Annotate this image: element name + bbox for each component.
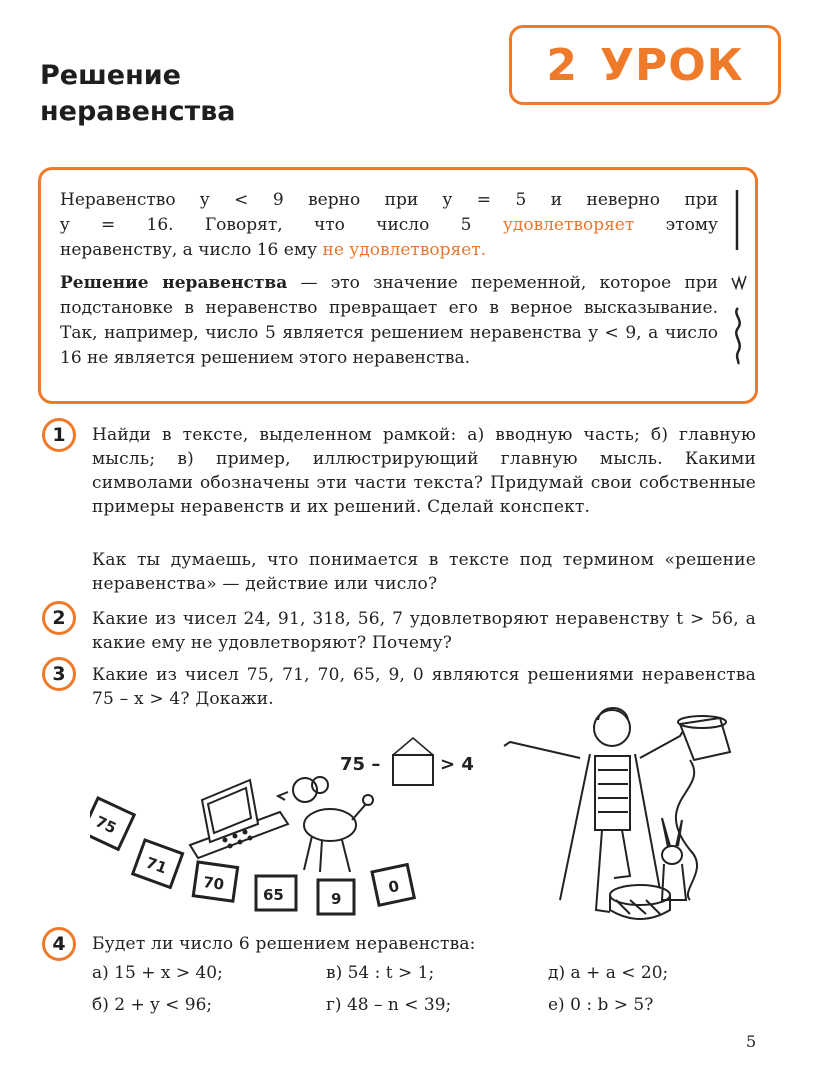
rule-line-1: Неравенство y < 9 верно при y = 5 и неверно при (60, 190, 718, 210)
definition-text: — это значение переменной, которое при подстановке в неравенство превращает его в верное высказывание. Так, например, число 5 является решением неравенства y < 9, а число 16 не является решением этого неравенства. (60, 273, 718, 368)
card-0-label: 0 (386, 876, 401, 897)
lesson-number: 2 (546, 39, 579, 91)
task-marker-4: 4 (42, 927, 76, 961)
task-4-text: Будет ли число 6 решением неравенства: (92, 934, 476, 954)
lesson-title-line2: неравенства (40, 96, 236, 127)
rabbit-icon (662, 818, 686, 900)
option-d: д) a + a < 20; (548, 963, 669, 983)
page-number: 5 (746, 1032, 757, 1051)
task-marker-2: 2 (42, 601, 76, 635)
card-9-label: 9 (331, 890, 342, 908)
card-71 (133, 840, 183, 888)
card-70-label: 70 (202, 873, 226, 894)
lesson-title-line1: Решение (40, 60, 181, 91)
task-marker-3: 3 (42, 657, 76, 691)
lesson-title (40, 58, 236, 130)
blank-card-icon (393, 755, 433, 785)
check-mark-icon (732, 276, 746, 288)
task-marker-1: 1 (42, 418, 76, 452)
card-71-label: 71 (143, 853, 170, 878)
card-9 (318, 880, 354, 914)
rule-line-2-end: этому (665, 215, 719, 235)
illustration (90, 700, 770, 920)
rule-definition (60, 271, 718, 371)
task-1-text: Найди в тексте, выделенном рамкой: а) вводную часть; б) главную мысль; в) пример, иллюстрирующий главную мысль. Какими символами обозначены эти части текста? Придумай свои собственные примеры неравенств и их решений. Сделай конспект. (92, 425, 756, 517)
option-e: е) 0 : b > 5? (548, 995, 654, 1015)
option-b: б) 2 + y < 96; (92, 995, 213, 1015)
option-a: а) 15 + x > 40; (92, 963, 223, 983)
lesson-word: УРОК (600, 39, 744, 91)
card-65-label: 65 (263, 886, 284, 904)
rule-line-3 (60, 238, 718, 263)
computer-icon (190, 780, 288, 858)
option-g: г) 48 – n < 39; (326, 995, 452, 1015)
rule-intro (60, 188, 718, 263)
poodle-icon (278, 777, 373, 872)
rule-line-2 (60, 213, 718, 238)
highlight-not-satisfies: не удовлетворяет. (322, 240, 487, 260)
rule-line-2-text: y = 16. Говорят, что число 5 (60, 215, 472, 235)
lesson-badge (509, 25, 781, 105)
expr-right: > 4 (440, 754, 474, 775)
option-v: в) 54 : t > 1; (326, 963, 435, 983)
task-2-text: Какие из чисел 24, 91, 318, 56, 7 удовлетворяют неравенству t > 56, а какие ему не удовлетворяют? Почему? (92, 609, 756, 653)
wave-brace-icon (736, 308, 739, 364)
highlight-satisfies: удовлетворяет (502, 215, 635, 235)
expr-left: 75 – (340, 754, 381, 775)
magician-icon (504, 708, 730, 919)
rule-line-3-text: неравенству, а число 16 ему (60, 240, 318, 260)
card-75 (90, 798, 134, 849)
task-1-question: Как ты думаешь, что понимается в тексте под термином «решение неравенства» — действие или число? (92, 550, 756, 594)
task-3-text: Какие из чисел 75, 71, 70, 65, 9, 0 являются решениями неравенства 75 – x > 4? Докажи. (92, 665, 756, 709)
card-hanger-icon (393, 738, 433, 755)
card-65 (256, 876, 296, 910)
definition-term: Решение неравенства (60, 273, 288, 293)
card-0 (372, 865, 414, 906)
card-70 (193, 862, 237, 901)
card-75-label: 75 (92, 812, 120, 838)
part-symbols (730, 188, 750, 368)
